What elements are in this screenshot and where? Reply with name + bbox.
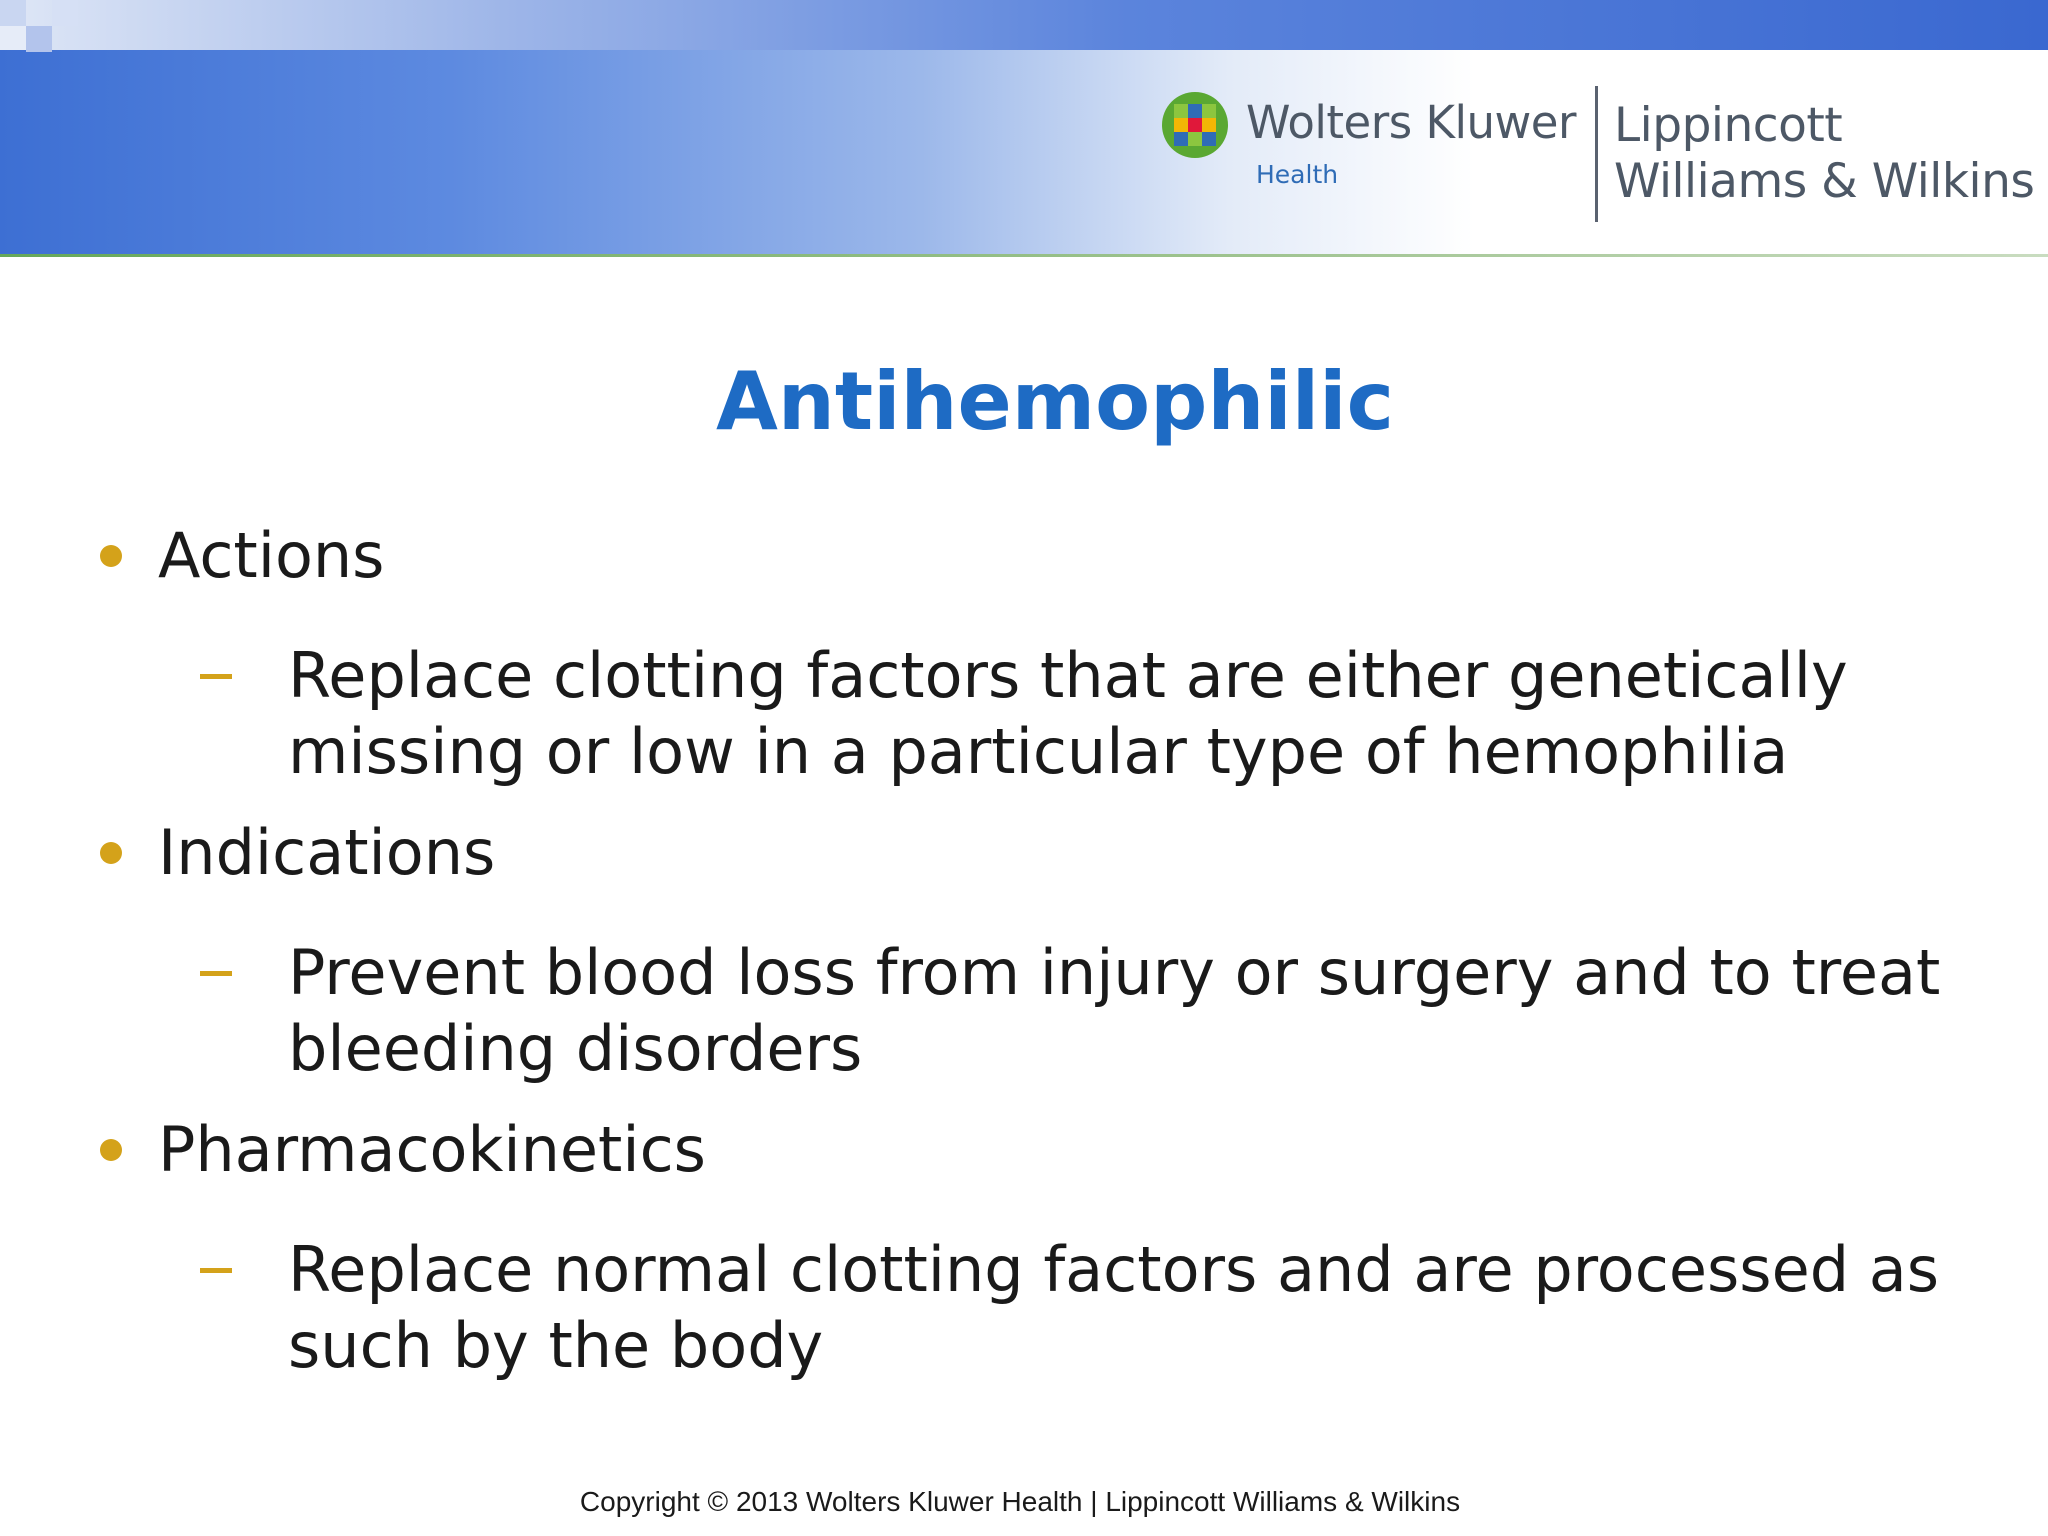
bullet-icon [100, 1139, 122, 1161]
bullet-heading: Indications [158, 816, 496, 889]
brand-sub: Health [1256, 160, 1339, 189]
dash-icon [200, 1268, 232, 1273]
dash-icon [200, 971, 232, 976]
bullet-detail: Prevent blood loss from injury or surgery and to treat bleeding disorders [288, 936, 1941, 1085]
bullet-heading: Pharmacokinetics [158, 1113, 706, 1186]
bullet-detail: Replace clotting factors that are either genetically missing or low in a particular type of hemophilia [288, 639, 1848, 788]
bullet-heading: Actions [158, 519, 385, 592]
banner-decor-square [52, 0, 78, 26]
dash-icon [200, 674, 232, 679]
bullet-icon [100, 842, 122, 864]
bullet-detail: Replace normal clotting factors and are processed as such by the body [288, 1233, 1940, 1382]
brand-secondary-line2: Williams & Wilkins [1614, 154, 2035, 209]
banner-decor-square [0, 26, 26, 50]
copyright-footer: Copyright © 2013 Wolters Kluwer Health | Lippincott Williams & Wilkins [579, 1486, 1461, 1517]
banner-decor-square [26, 26, 52, 52]
bullet-icon [100, 545, 122, 567]
brand-primary: Wolters Kluwer [1246, 96, 1576, 149]
header-banner [0, 0, 2048, 254]
slide-title: Antihemophilic [716, 355, 1394, 448]
banner-divider [0, 254, 2048, 257]
logo-divider [1595, 86, 1598, 222]
publisher-logo [1160, 86, 2040, 222]
banner-top-strip [0, 0, 2048, 50]
brand-secondary-line1: Lippincott [1614, 98, 1843, 153]
wolters-kluwer-logo-icon [1160, 90, 1230, 160]
banner-decor-square [0, 0, 26, 26]
